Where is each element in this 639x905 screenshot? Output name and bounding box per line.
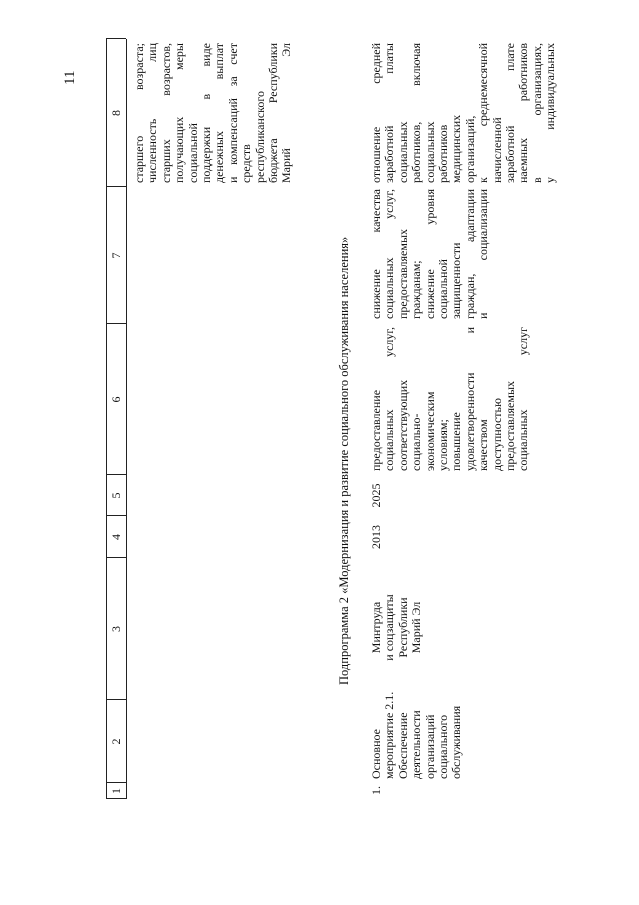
line: условиям; [436,419,451,471]
line: мероприятие 2.1. [382,691,397,779]
line: снижение качества [369,189,383,319]
column-number-8: 8 [109,110,123,116]
line: защищенности [449,242,464,319]
line: республиканского [252,91,267,183]
line: обслуживания [449,705,464,779]
line: снижение уровня [422,189,437,319]
line: социально- [409,413,424,471]
column-number-5: 5 [109,492,123,499]
column-number-7: 7 [109,252,123,259]
row-col3-text [370,560,424,695]
line: удовлетворенности и [462,327,477,471]
line: к среднемесячной [476,43,491,183]
line: начисленной [489,117,504,183]
line: качеством [476,419,491,471]
column-number-2: 2 [109,738,123,745]
line: отношение средней [369,43,383,183]
row-col2-text [369,691,464,779]
line: средств [239,144,254,183]
column-number-4: 4 [109,534,123,540]
line: экономическим [422,391,437,471]
column-numbers-bottom-border [126,39,127,799]
line: работников [436,124,451,183]
line: старших возрастов, [158,43,173,183]
continuation-col8-text [133,43,294,183]
line: и соцзащиты [382,594,397,661]
line: деятельности [409,710,424,779]
line: численность лиц [145,43,160,183]
line: соответствующих [395,379,410,471]
line: социальных услуг, [382,327,397,471]
line: социального [436,714,451,779]
line: социальных услуг [516,327,531,471]
line: социальных услуг, [382,189,397,319]
line: у индивидуальных [543,43,558,183]
column-number-3: 3 [109,626,123,632]
line: гражданам; [409,260,424,319]
line: наемных работников [516,43,531,183]
row-col6-text [370,327,531,471]
line: денежных выплат [212,43,227,183]
line: организаций [422,714,437,779]
line: предоставляемых [395,228,410,319]
row-col4-start-year: 2013 [369,525,383,549]
line: повышение [449,412,464,471]
line: Марий Эл [409,601,424,654]
row-col8-text [370,43,558,183]
line: старшего возраста; [132,43,146,183]
row-col5-end-year: 2025 [369,483,383,508]
column-number-1: 1 [109,788,123,794]
line: и компенсаций за счет [225,43,240,183]
line: Основное [369,729,383,779]
line: получающих меры [172,43,187,183]
line: в организациях, [529,43,544,183]
line: поддержки в виде [199,43,214,183]
line: социальных [422,121,437,183]
line: и социализации [476,189,491,319]
column-number-6: 6 [109,396,123,403]
line: работников, включая [409,43,424,183]
row-col7-text [370,189,491,319]
line: Обеспечение [395,712,410,779]
line: Минтруда [369,601,383,654]
subprogram-title: Подпрограмма 2 «Модернизация и развитие социального обслуживания населения» [337,236,351,685]
line: предоставляемых [503,380,518,471]
line: граждан, адаптации [462,189,477,319]
page-number: 11 [62,70,78,85]
line: социальной [436,259,451,319]
line: заработной платы [382,43,397,183]
line: Республики [395,597,410,658]
line: медицинских [449,114,464,183]
line: доступностью [489,398,504,471]
line: социальной [185,123,200,183]
line: Марий Эл [279,43,294,183]
line: заработной плате [503,43,518,183]
line: организаций, [462,115,477,183]
line: предоставление [369,389,383,471]
row-number: 1. [369,786,383,795]
line: бюджета Республики [266,43,281,183]
line: социальных [395,121,410,183]
